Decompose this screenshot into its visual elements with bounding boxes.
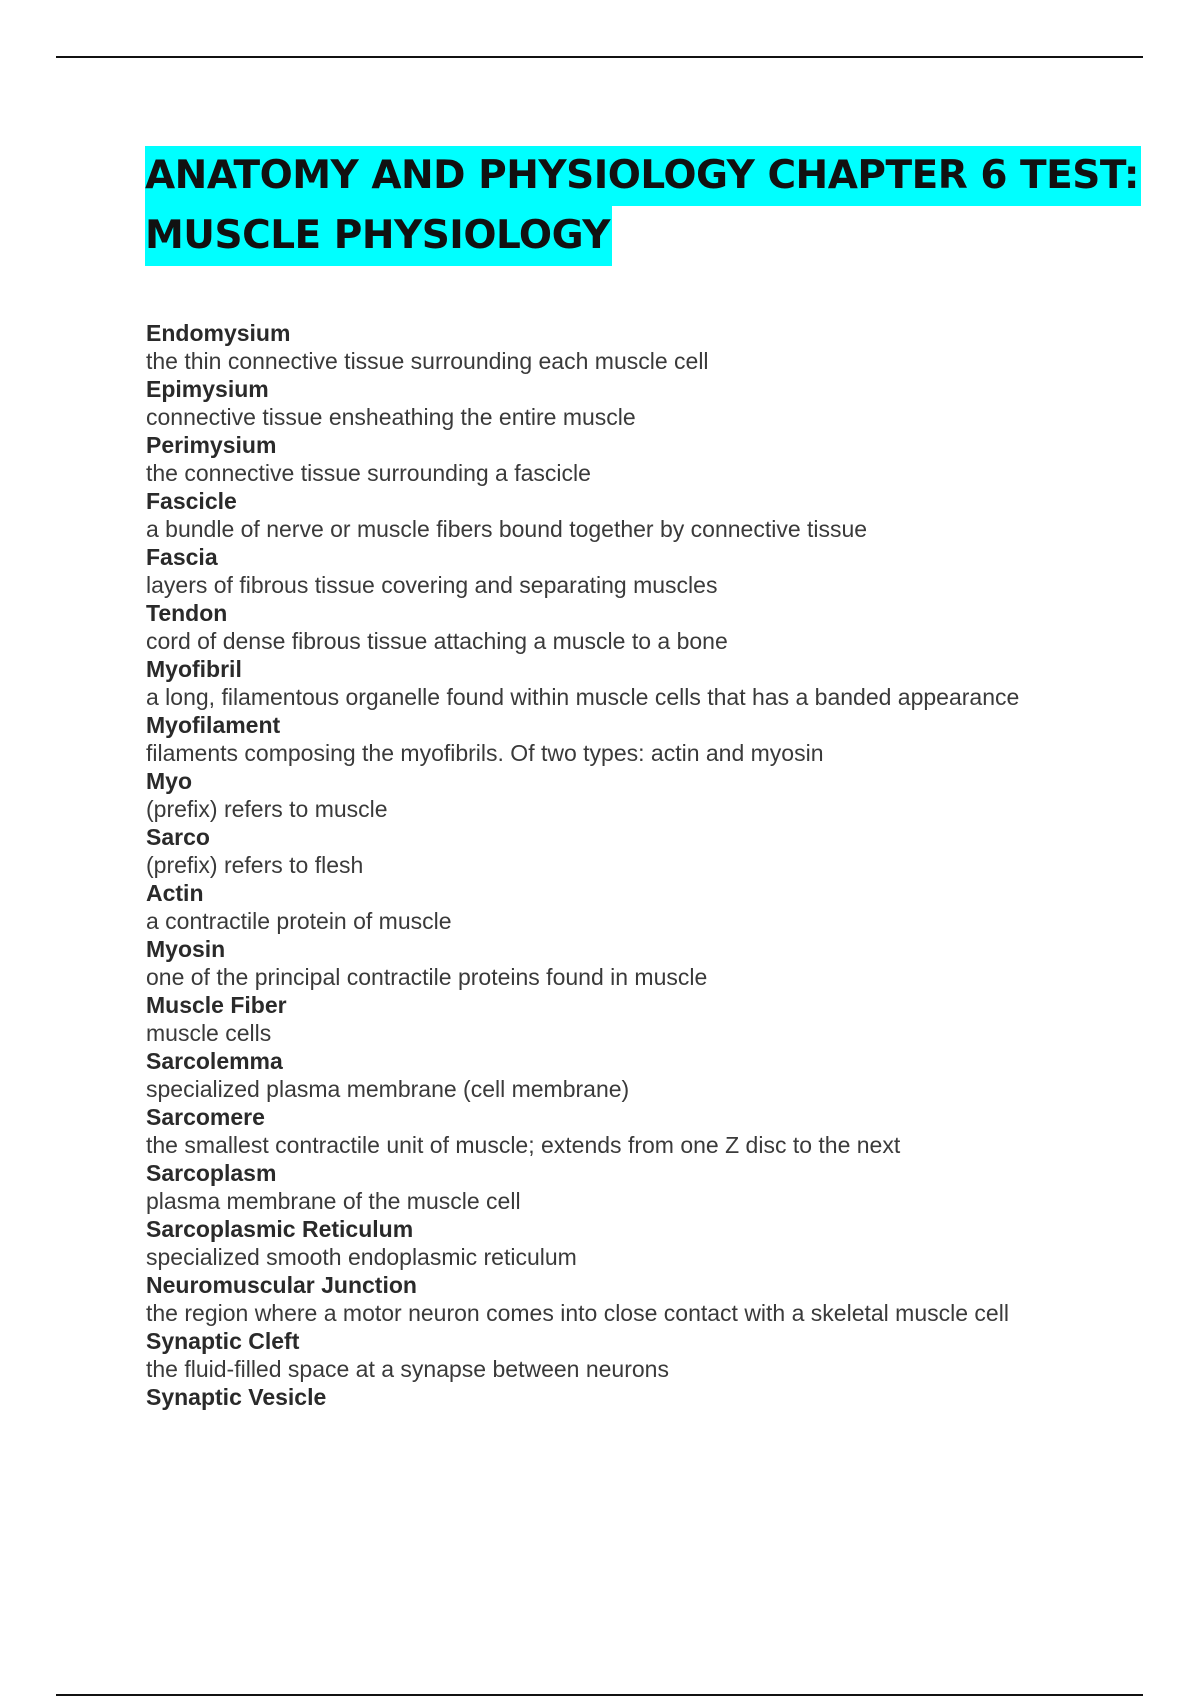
glossary-entry [146, 935, 1146, 991]
glossary-definition: connective tissue ensheathing the entire muscle [146, 404, 636, 430]
glossary-definition: (prefix) refers to muscle [146, 796, 388, 822]
glossary-term: Synaptic Cleft [146, 1328, 300, 1354]
glossary-term: Neuromuscular Junction [146, 1272, 417, 1298]
glossary-term: Synaptic Vesicle [146, 1384, 327, 1410]
glossary-entry [146, 655, 1146, 711]
glossary-entry [146, 599, 1146, 655]
header-rule [56, 56, 1143, 58]
glossary-entry [146, 487, 1146, 543]
glossary-definition: a contractile protein of muscle [146, 908, 452, 934]
glossary-entry [146, 1103, 1146, 1159]
glossary-term: Myo [146, 768, 192, 794]
glossary-definition: specialized plasma membrane (cell membrane) [146, 1076, 630, 1102]
glossary-entry [146, 1215, 1146, 1271]
glossary-entry [146, 767, 1146, 823]
glossary-entry [146, 319, 1146, 375]
glossary-entry [146, 1271, 1146, 1327]
glossary-definition: the region where a motor neuron comes into close contact with a skeletal muscle cell [146, 1300, 1009, 1326]
glossary-definition: the thin connective tissue surrounding each muscle cell [146, 348, 709, 374]
glossary-entry [146, 879, 1146, 935]
glossary-term: Myofilament [146, 712, 281, 738]
glossary-term: Actin [146, 880, 204, 906]
glossary-term: Sarcolemma [146, 1048, 283, 1074]
glossary-definition: a long, filamentous organelle found within muscle cells that has a banded appearance [146, 684, 1020, 710]
title-line-1: ANATOMY AND PHYSIOLOGY CHAPTER 6 TEST: [145, 146, 1141, 206]
glossary-definition: a bundle of nerve or muscle fibers bound together by connective tissue [146, 516, 868, 542]
glossary-definition: muscle cells [146, 1020, 272, 1046]
glossary-definition: layers of fibrous tissue covering and separating muscles [146, 572, 718, 598]
glossary-term: Sarcoplasmic Reticulum [146, 1216, 414, 1242]
glossary-term: Perimysium [146, 432, 277, 458]
glossary-definition: the smallest contractile unit of muscle; extends from one Z disc to the next [146, 1132, 901, 1158]
glossary-term: Fascicle [146, 488, 237, 514]
glossary-definition: cord of dense fibrous tissue attaching a muscle to a bone [146, 628, 728, 654]
glossary-definition: the fluid-filled space at a synapse between neurons [146, 1356, 669, 1382]
glossary-entry [146, 1327, 1146, 1383]
footer-rule [56, 1694, 1143, 1696]
glossary-term: Tendon [146, 600, 228, 626]
glossary-definition: one of the principal contractile proteins found in muscle [146, 964, 708, 990]
glossary-entry [146, 375, 1146, 431]
glossary-definition: filaments composing the myofibrils. Of two types: actin and myosin [146, 740, 824, 766]
glossary-term: Epimysium [146, 376, 269, 402]
glossary-entry [146, 1047, 1146, 1103]
glossary-term: Muscle Fiber [146, 992, 287, 1018]
glossary-entry [146, 711, 1146, 767]
glossary-term: Myosin [146, 936, 226, 962]
glossary-entry [146, 431, 1146, 487]
document-title [145, 146, 1139, 266]
glossary-entry [146, 543, 1146, 599]
glossary-definition: (prefix) refers to flesh [146, 852, 364, 878]
glossary-term: Myofibril [146, 656, 242, 682]
glossary-definition: plasma membrane of the muscle cell [146, 1188, 521, 1214]
title-line-2: MUSCLE PHYSIOLOGY [145, 206, 612, 266]
glossary-term: Endomysium [146, 320, 291, 346]
glossary-definition: specialized smooth endoplasmic reticulum [146, 1244, 577, 1270]
glossary-definition: the connective tissue surrounding a fascicle [146, 460, 591, 486]
glossary-term: Sarcomere [146, 1104, 265, 1130]
glossary-entry [146, 991, 1146, 1047]
glossary-term: Sarcoplasm [146, 1160, 277, 1186]
glossary-term: Sarco [146, 824, 210, 850]
glossary-entry [146, 1159, 1146, 1215]
glossary-entry [146, 823, 1146, 879]
glossary-list [146, 319, 1146, 1411]
glossary-term: Fascia [146, 544, 218, 570]
glossary-entry [146, 1383, 1146, 1411]
